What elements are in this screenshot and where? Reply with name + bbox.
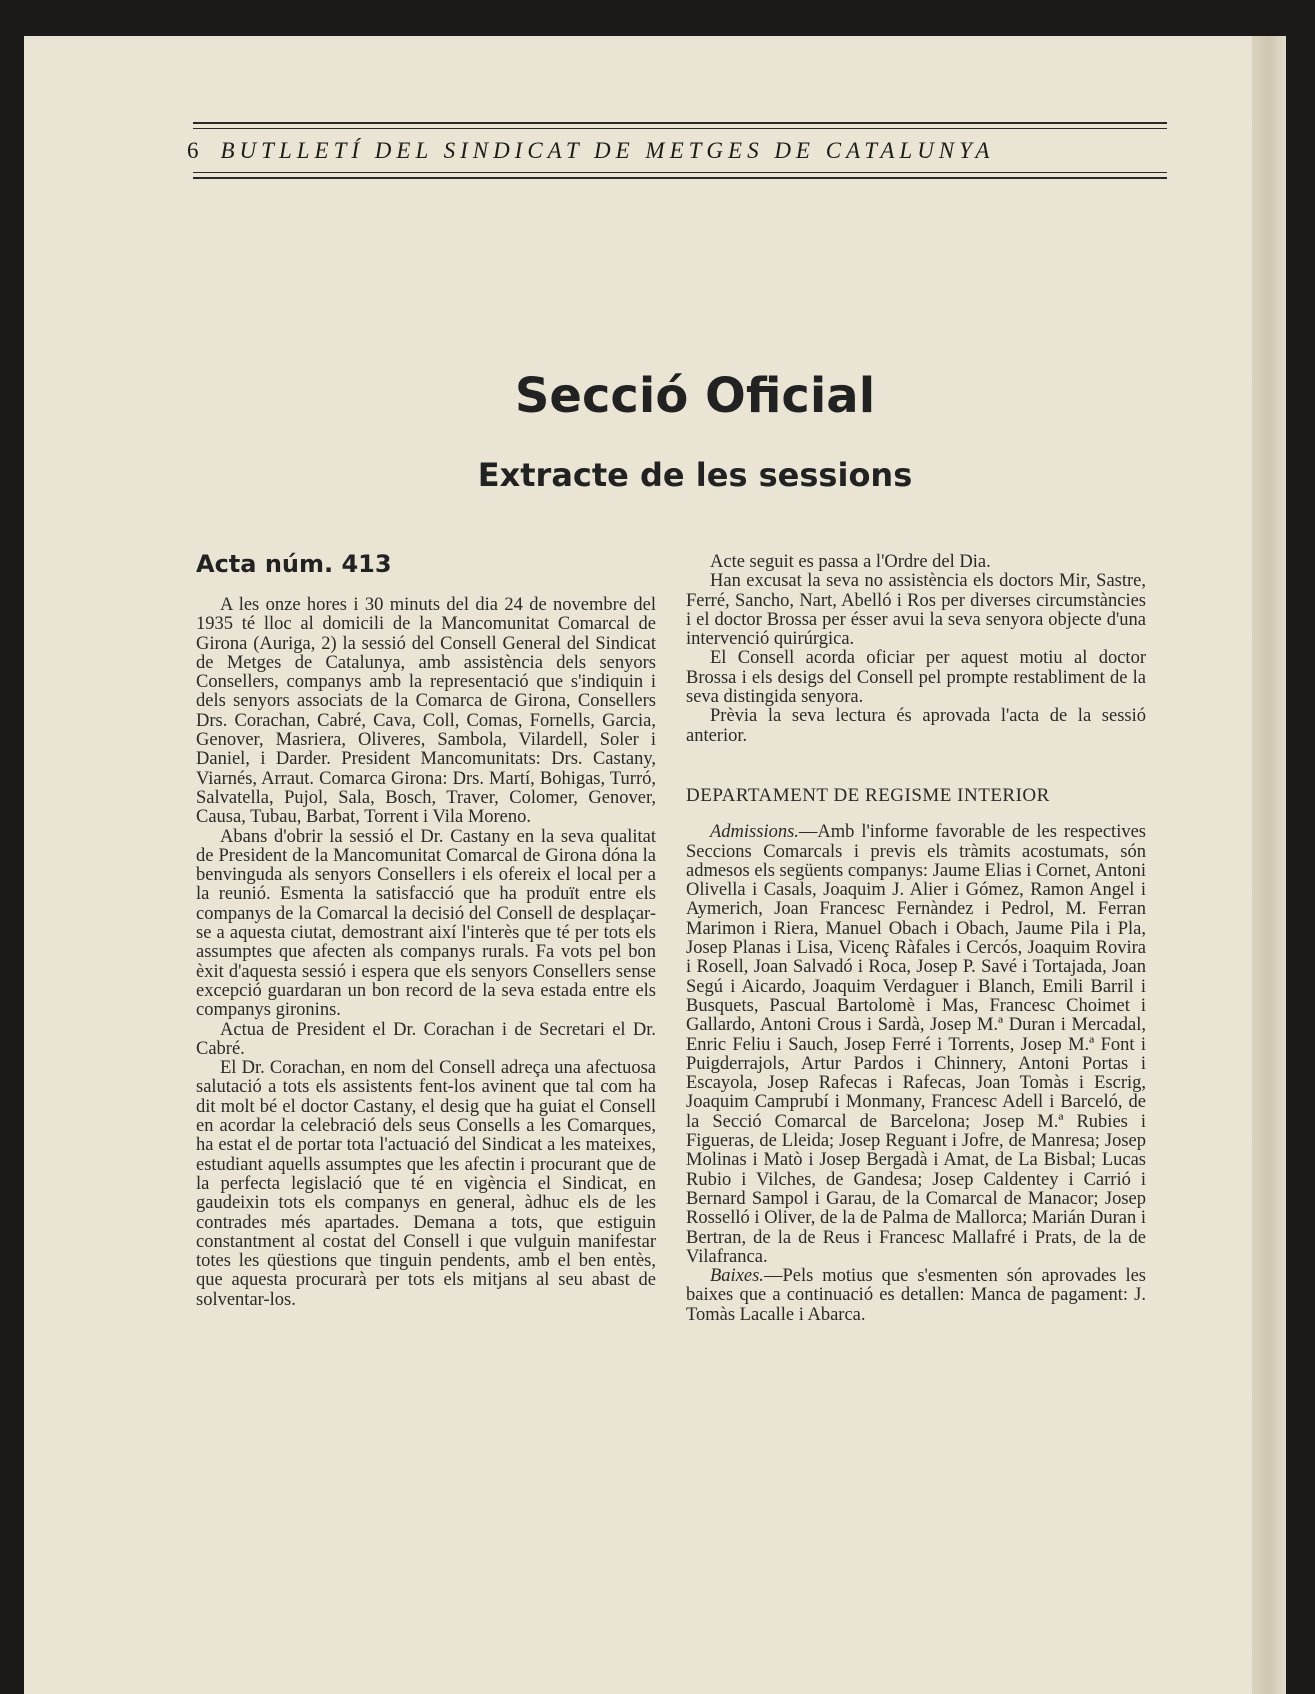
baixes-paragraph <box>686 1267 1146 1325</box>
paragraph: Actua de President el Dr. Corachan i de Secretari el Dr. Cabré. <box>196 1019 656 1059</box>
paragraph: Han excusat la seva no assistència els doctors Mir, Sastre, Ferré, Sancho, Nart, Abelló i Ros per diverses circumstàncies i el doctor Brossa per ésser avui la seva senyora objecte d'una intervenció quirúrgica. <box>686 571 1146 650</box>
header-rule-top <box>193 122 1167 133</box>
admissions-paragraph <box>686 823 1146 1267</box>
baixes-text: —Pels motius que s'esmenten són aprovades les baixes que a continuació es detallen: Manca de pagament: J. Tomàs Lacalle i Abarca. <box>686 1266 1146 1325</box>
department-heading: DEPARTAMENT DE REGISME INTERIOR <box>686 784 1050 806</box>
page-number: 6 <box>187 138 199 163</box>
paragraph: A les onze hores i 30 minuts del dia 24 de novembre del 1935 té lloc al domicili de la Mancomunitat Comarcal de Girona (Auriga, 2) la sessió del Consell General del Sindicat de Metges de Catalunya, amb assistència dels senyors Consellers, companys amb la representació que s'indiquin i dels senyors associats de la Comarca de Girona, Consellers Drs. Corachan, Cabré, Cava, Coll, Comas, Fornells, Garcia, Genover, Masriera, Oliveres, Sambola, Vilardell, Soler i Daniel, i Darder. President Mancomunitats: Drs. Castany, Viarnés, Arraut. Comarca Girona: Drs. Martí, Bohigas, Turró, Salvatella, Pujol, Sala, Bosch, Traver, Colomer, Genover, Causa, Tubau, Barbat, Torrent i Vila Moreno. <box>196 595 656 828</box>
acta-title: Acta núm. 413 <box>196 550 392 578</box>
baixes-label: Baixes. <box>710 1266 764 1287</box>
paragraph: Prèvia la seva lectura és aprovada l'acta de la sessió anterior. <box>686 706 1146 746</box>
journal-title: BUTLLETÍ DEL SINDICAT DE METGES DE CATALUNYA <box>220 138 995 163</box>
paragraph: El Consell acorda oficiar per aquest motiu al doctor Brossa i els desigs del Consell pel prompte restabliment de la seva distingida senyora. <box>686 648 1146 708</box>
left-column <box>196 550 656 1310</box>
running-head <box>187 138 1172 164</box>
page-gutter <box>1252 36 1286 1694</box>
right-column <box>686 553 1146 1325</box>
paragraph: Abans d'obrir la sessió el Dr. Castany en la seva qualitat de President de la Mancomunitat Comarcal de Girona dóna la benvinguda als senyors Consellers i els ofereix el local per a la reunió. Esmenta la satisfacció que ha produït entre els companys de la Comarcal la decisió del Consell de desplaçar-se a aquesta ciutat, demostrant així l'interès que té per tots els assumptes que afecten als companys rurals. Fa vots pel bon èxit d'aquesta sessió i espera que els senyors Consellers sense excepció guardaran un bon record de la seva estada entre els companys gironins. <box>196 826 656 1021</box>
section-subtitle: Extracte de les sessions <box>477 456 913 494</box>
paragraph: Acte seguit es passa a l'Ordre del Dia. <box>710 552 991 572</box>
admissions-text: —Amb l'informe favorable de les respectives Seccions Comarcals i previs els tràmits acostumats, són admesos els següents companys: Jaume Elias i Cornet, Antoni Olivella i Casals, Joaquim J. Alier i Gómez, Ramon Angel i Aymerich, Joan Francesc Fernàndez i Pedrol, M. Ferran Marimon i Riera, Manuel Obach i Obach, Jaume Pila i Pla, Josep Planas i Lisa, Vicenç Ràfales i Cercós, Joaquim Rovira i Rosell, Joan Salvadó i Roca, Josep P. Savé i Tortajada, Joan Segú i Aicardo, Joaquim Verdaguer i Blanch, Emili Barril i Busquets, Pascual Bartolomè i Mas, Francesc Choimet i Gallardo, Antoni Crous i Sardà, Josep M.ª Duran i Mercadal, Enric Feliu i Sauch, Josep Ferré i Torrents, Josep M.ª Font i Puigderrajols, Artur Pardos i Chinnery, Antoni Portas i Escayola, Josep Rafecas i Rafecas, Joan Tomàs i Escrig, Joaquim Camprubí i Monmany, Francesc Adell i Barceló, de la Secció Comarcal de Barcelona; Josep M.ª Rubies i Figueras, de Lleida; Josep Reguant i Jofre, de Manresa; Josep Molinas i Matò i Josep Bergadà i Amat, de La Bisbal; Lucas Rubio i Vilches, de Gandesa; Josep Caldentey i Carrió i Bernard Sampol i Garau, de la Comarcal de Manacor; Josep Rosselló i Oliver, de la de Palma de Mallorca; Marián Duran i Bertran, de la de Reus i Francesc Mallafré i Prats, de la de Vilafranca. <box>686 822 1146 1267</box>
section-title: Secció Oficial <box>514 368 876 424</box>
paragraph: El Dr. Corachan, en nom del Consell adreça una afectuosa salutació a tots els assistents fent-los avinent que tal com ha dit molt bé el doctor Castany, el desig que ha guiat el Consell en acordar la celebració dels seus Consells a les Comarques, ha estat el de portar tota l'actuació del Sindicat a les mateixes, estudiant aquells assumptes que les afectin i procurant que de la perfecta legislació que té en vigència el Sindicat, en gaudeixin tots els companys en general, àdhuc els de les contrades més apartades. Demana a tots, que estiguin constantment al costat del Consell i que vulguin manifestar totes les qüestions que tinguin pendents, amb el ben entès, que aquesta procurarà per tots els mitjans al seu abast de solventar-los. <box>196 1058 656 1310</box>
admissions-label: Admissions. <box>710 822 799 843</box>
header-rule-bottom <box>193 172 1167 183</box>
